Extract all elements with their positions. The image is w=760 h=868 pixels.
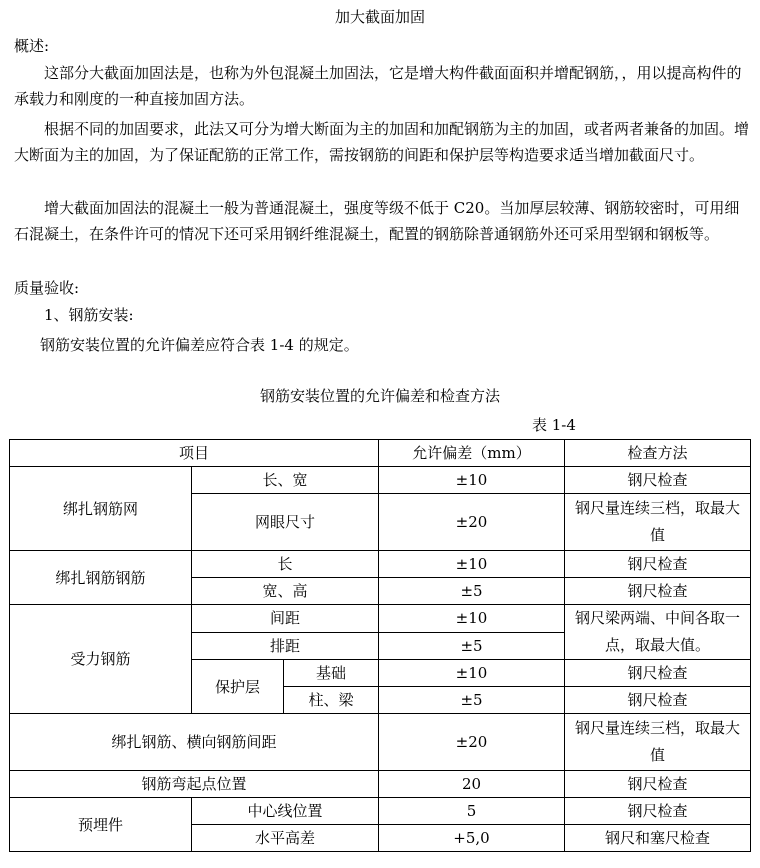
paragraph-3: 增大截面加固法的混凝土一般为普通混凝土，强度等级不低于 C20。当加厚层较薄、钢筋较密时，可用细石混凝土，在条件许可的情况下还可采用钢纤维混凝土，配置的钢筋除普通钢筋外还可采用型钢和钢板等。 xyxy=(14,199,740,243)
method-cell: 钢尺检查 xyxy=(565,687,751,714)
tolerance-cell: ±20 xyxy=(379,494,565,551)
quality-heading: 质量验收: xyxy=(14,279,80,297)
method-cell: 钢尺检查 xyxy=(565,467,751,494)
table-row xyxy=(10,798,751,825)
table-caption: 钢筋安装位置的允许偏差和检查方法 xyxy=(259,387,500,405)
sub-item: 中心线位置 xyxy=(192,798,379,825)
item-1-text: 钢筋安装位置的允许偏差应符合表 1-4 的规定。 xyxy=(40,336,359,354)
tolerance-cell: ±10 xyxy=(379,551,565,578)
sub-item: 基础 xyxy=(284,660,379,687)
method-cell: 钢尺和塞尺检查 xyxy=(565,825,751,852)
tolerance-cell: ±5 xyxy=(379,632,565,660)
method-cell: 钢尺检查 xyxy=(565,551,751,578)
sub-item: 柱、梁 xyxy=(284,687,379,714)
header-method: 检查方法 xyxy=(565,440,751,467)
tolerance-table xyxy=(9,439,751,852)
table-header-row xyxy=(10,440,751,467)
method-cell: 钢尺量连续三档，取最大值 xyxy=(565,494,751,551)
sub-group-cover: 保护层 xyxy=(192,660,284,714)
tolerance-cell: +5,0 xyxy=(379,825,565,852)
tolerance-cell: 20 xyxy=(379,771,565,798)
tolerance-cell: 5 xyxy=(379,798,565,825)
row-group-mesh: 绑扎钢筋网 xyxy=(10,467,192,551)
method-cell: 钢尺检查 xyxy=(565,798,751,825)
tolerance-cell: ±5 xyxy=(379,578,565,605)
sub-item: 网眼尺寸 xyxy=(192,494,379,551)
tolerance-cell: ±10 xyxy=(379,605,565,633)
paragraph-2: 根据不同的加固要求，此法又可分为增大断面为主的加固和加配钢筋为主的加固，或者两者兼备的加固。增大断面为主的加固，为了保证配筋的正常工作，需按钢筋的间距和保护层等构造要求适当增加截面尺寸。 xyxy=(14,120,750,164)
table-row xyxy=(10,771,751,798)
overview-heading: 概述: xyxy=(14,37,50,55)
row-group-cage: 绑扎钢筋钢筋 xyxy=(10,551,192,605)
table-row xyxy=(10,714,751,771)
sub-item: 排距 xyxy=(192,632,379,660)
row-group-bend: 钢筋弯起点位置 xyxy=(10,771,379,798)
item-1-heading: 1、钢筋安装: xyxy=(44,306,134,324)
sub-item: 水平高差 xyxy=(192,825,379,852)
method-cell: 钢尺检查 xyxy=(565,771,751,798)
tolerance-cell: ±10 xyxy=(379,467,565,494)
tolerance-cell: ±10 xyxy=(379,660,565,687)
row-group-main-bars: 受力钢筋 xyxy=(10,605,192,714)
method-cell: 钢尺梁两端、中间各取一点，取最大值。 xyxy=(565,605,751,660)
paragraph-1: 这部分大截面加固法是，也称为外包混凝土加固法，它是增大构件截面面积并增配钢筋，，用以提高构件的承载力和刚度的一种直接加固方法。 xyxy=(14,64,742,108)
method-cell: 钢尺量连续三档，取最大值 xyxy=(565,714,751,771)
doc-title: 加大截面加固 xyxy=(334,8,425,26)
table-row xyxy=(10,605,751,633)
sub-item: 宽、高 xyxy=(192,578,379,605)
row-group-embed: 预埋件 xyxy=(10,798,192,852)
table-number: 表 1-4 xyxy=(532,416,576,434)
tolerance-cell: ±20 xyxy=(379,714,565,771)
table-row xyxy=(10,467,751,494)
sub-item: 长 xyxy=(192,551,379,578)
row-group-stirrup: 绑扎钢筋、横向钢筋间距 xyxy=(10,714,379,771)
table-row xyxy=(10,551,751,578)
method-cell: 钢尺检查 xyxy=(565,578,751,605)
header-item: 项目 xyxy=(10,440,379,467)
sub-item: 间距 xyxy=(192,605,379,633)
sub-item: 长、宽 xyxy=(192,467,379,494)
header-tolerance: 允许偏差（mm） xyxy=(379,440,565,467)
tolerance-cell: ±5 xyxy=(379,687,565,714)
method-cell: 钢尺检查 xyxy=(565,660,751,687)
